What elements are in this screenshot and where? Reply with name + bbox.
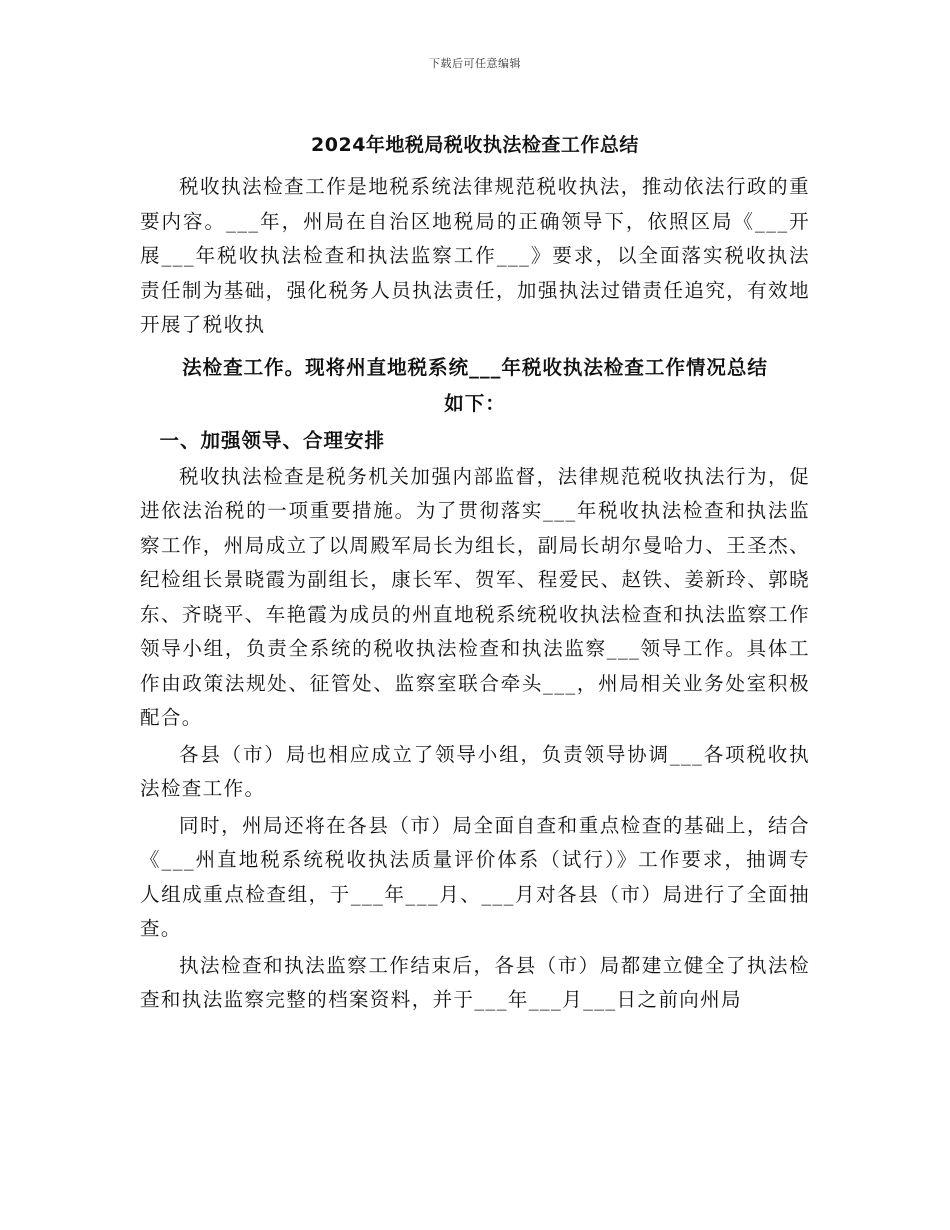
document-body	[140, 170, 810, 1018]
paragraph-archives: 执法检查和执法监察工作结束后，各县（市）局都建立健全了执法检查和执法监察完整的档案资料，并于___年___月___日之前向州局	[140, 953, 810, 1011]
paragraph-spot-check: 同时，州局还将在各县（市）局全面自查和重点检查的基础上，结合《___州直地税系统税收执法质量评价体系（试行）》工作要求，抽调专人组成重点检查组，于___年___月、___月对各县（市）局进行了全面抽查。	[140, 813, 810, 940]
section-heading-1: 一、加强领导、合理安排	[159, 428, 386, 452]
paragraph-intro: 税收执法检查工作是地税系统法律规范税收执法，推动依法行政的重要内容。___年，州局在自治区地税局的正确领导下，依照区局《___开展___年税收执法检查和执法监察工作___》要求，以全面落实税收执法责任制为基础，强化税务人员执法责任，加强执法过错责任追究，有效地开展了税收执	[140, 175, 810, 336]
paragraph-leadership: 税收执法检查是税务机关加强内部监督，法律规范税收执法行为，促进依法治税的一项重要措施。为了贯彻落实___年税收执法检查和执法监察工作，州局成立了以周殿军局长为组长，副局长胡尔曼哈力、王圣杰、纪检组长景晓霞为副组长，康长军、贺军、程爱民、赵铁、姜新玲、郭晓东、齐晓平、车艳霞为成员的州直地税系统税收执法检查和执法监察工作领导小组，负责全系统的税收执法检查和执法监察___领导工作。具体工作由政策法规处、征管处、监察室联合牵头___，州局相关业务处室积极配合。	[140, 464, 810, 729]
bold-summary-line-end: 如下：	[444, 391, 506, 415]
paragraph-county-groups: 各县（市）局也相应成立了领导小组，负责领导协调___各项税收执法检查工作。	[140, 742, 810, 800]
download-note: 下载后可任意编辑	[429, 57, 521, 70]
document-title: 2024年地税局税收执法检查工作总结	[311, 134, 639, 156]
bold-summary-line: 法检查工作。现将州直地税系统___年税收执法检查工作情况总结	[182, 355, 768, 379]
